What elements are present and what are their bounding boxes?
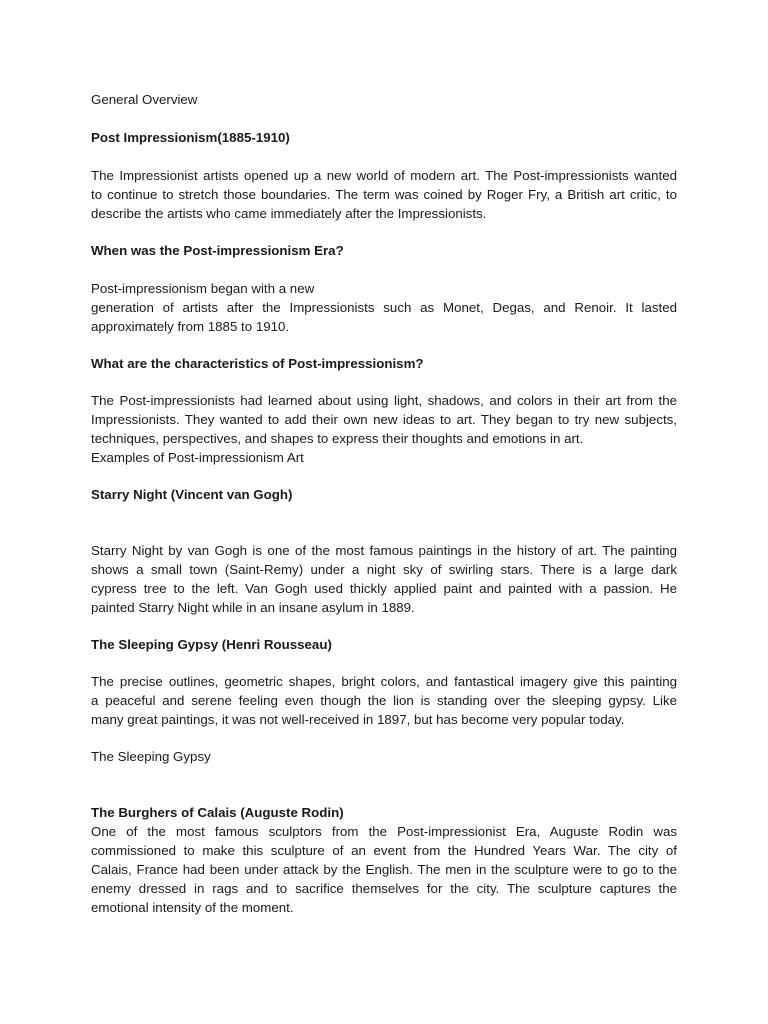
paragraph-line: describe the artists who came immediately after the Impressionists. xyxy=(91,205,487,221)
paragraph-sleeping-gypsy xyxy=(91,673,677,730)
section-heading-era: When was the Post-impressionism Era? xyxy=(91,243,344,258)
section-heading-post-impressionism: Post Impressionism(1885-1910) xyxy=(91,130,290,145)
paragraph-line: The Impressionist artists opened up a new world of modern art. The Post-impressionists wanted xyxy=(91,168,677,183)
section-heading-characteristics: What are the characteristics of Post-impressionism? xyxy=(91,356,424,371)
paragraph-characteristics xyxy=(91,392,677,468)
paragraph-line: cypress tree to the left. Van Gogh used thickly applied paint and painted with a passion. He xyxy=(91,580,677,596)
paragraph-line: many great paintings, it was not well-received in 1897, but has become very popular today. xyxy=(91,711,625,727)
paragraph-line: Starry Night by van Gogh is one of the most famous paintings in the history of art. The painting xyxy=(91,543,677,558)
paragraph-line: enemy dressed in rags and to sacrifice themselves for the city. The sculpture captures the xyxy=(91,880,677,896)
paragraph-line: to continue to stretch those boundaries. The term was coined by Roger Fry, a British art critic, to xyxy=(91,186,677,202)
paragraph-line: Examples of Post-impressionism Art xyxy=(91,449,304,465)
section-heading-starry-night: Starry Night (Vincent van Gogh) xyxy=(91,487,293,502)
paragraph-line: emotional intensity of the moment. xyxy=(91,899,294,915)
paragraph-line: shows a small town (Saint-Remy) under a night sky of swirling stars. There is a large dark xyxy=(91,561,677,577)
paragraph-starry-night xyxy=(91,542,677,618)
paragraph-line: The Post-impressionists had learned about using light, shadows, and colors in their art from the xyxy=(91,393,677,408)
overview-label: General Overview xyxy=(91,92,198,107)
paragraph-line: Impressionists. They wanted to add their own new ideas to art. They began to try new subjects, xyxy=(91,411,677,427)
paragraph-line: The precise outlines, geometric shapes, bright colors, and fantastical imagery give this painting xyxy=(91,674,677,689)
paragraph-line: techniques, perspectives, and shapes to express their thoughts and emotions in art. xyxy=(91,430,584,446)
paragraph-line: Calais, France had been under attack by the English. The men in the sculpture were to go to the xyxy=(91,861,677,877)
paragraph-line: Post-impressionism began with a new xyxy=(91,281,315,296)
paragraph-burghers-of-calais xyxy=(91,823,677,918)
section-heading-burghers-of-calais: The Burghers of Calais (Auguste Rodin) xyxy=(91,805,344,820)
paragraph-line: commissioned to make this sculpture of an event from the Hundred Years War. The city of xyxy=(91,842,677,858)
paragraph-line: generation of artists after the Impressionists such as Monet, Degas, and Renoir. It lasted xyxy=(91,299,677,315)
section-heading-sleeping-gypsy: The Sleeping Gypsy (Henri Rousseau) xyxy=(91,637,332,652)
paragraph-line: painted Starry Night while in an insane asylum in 1889. xyxy=(91,599,415,615)
paragraph-line: approximately from 1885 to 1910. xyxy=(91,318,290,334)
paragraph-line: One of the most famous sculptors from the Post-impressionist Era, Auguste Rodin was xyxy=(91,824,677,839)
paragraph-intro xyxy=(91,167,677,224)
image-caption-sleeping-gypsy: The Sleeping Gypsy xyxy=(91,749,211,764)
paragraph-era xyxy=(91,280,677,337)
paragraph-line: a peaceful and serene feeling even though the lion is standing over the sleeping gypsy. Like xyxy=(91,692,677,708)
